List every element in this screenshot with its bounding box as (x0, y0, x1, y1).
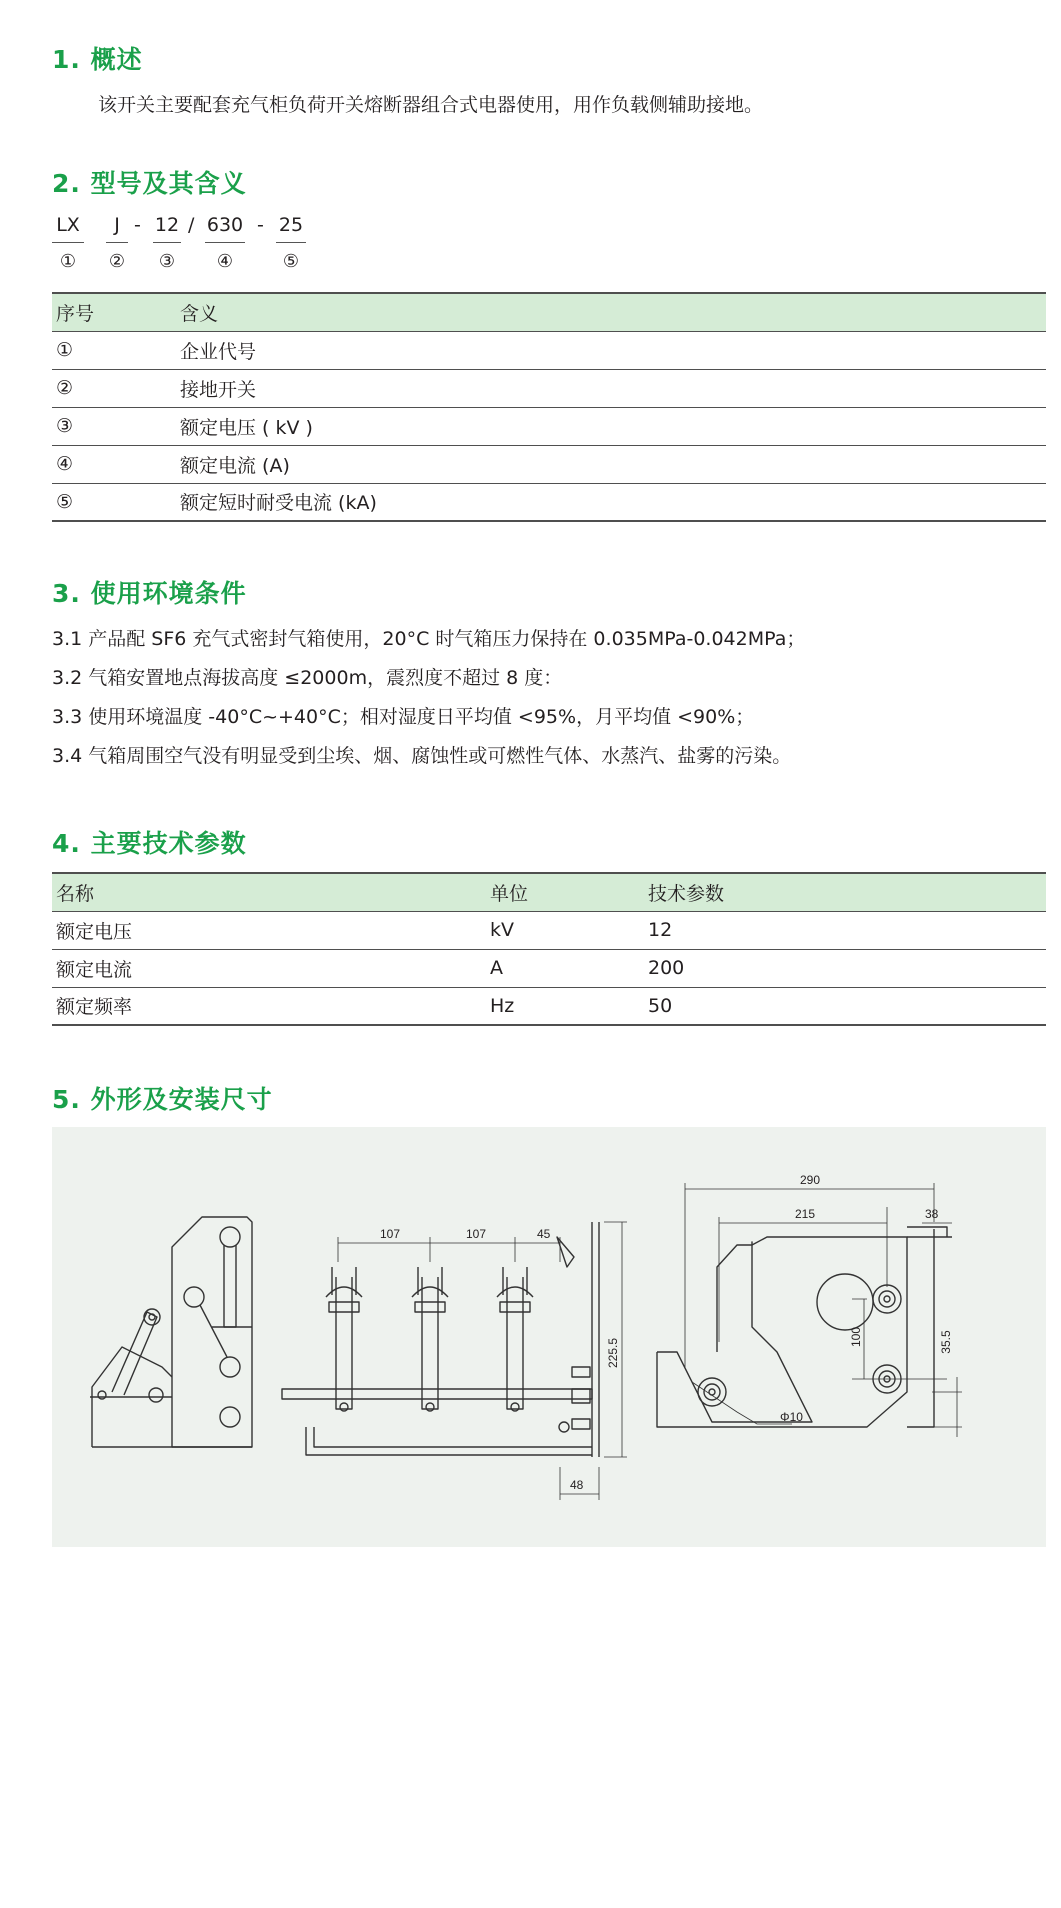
table-row (52, 331, 1046, 369)
model-num: ③ (158, 251, 176, 272)
table-cell: ③ (52, 407, 176, 445)
model-underline (276, 242, 306, 243)
dimension-labels (380, 1173, 953, 1492)
section2-title: 2. 型号及其含义 (52, 169, 247, 198)
table-cell: 额定电压 ( kV ) (176, 407, 1046, 445)
bracket-view-drawing (657, 1227, 952, 1427)
section5-title: 5. 外形及安装尺寸 (52, 1085, 273, 1114)
table-cell: ⑤ (52, 483, 176, 521)
table-cell: 额定电压 (52, 911, 486, 949)
front-view-drawing (282, 1222, 599, 1457)
table-header-cell: 含义 (176, 293, 1046, 331)
model-code-breakdown (52, 212, 372, 272)
model-code: 12 (154, 214, 180, 236)
table-cell: A (486, 949, 644, 987)
table-header-cell: 技术参数 (644, 873, 1046, 911)
model-code: LX (56, 214, 80, 236)
table-header-row (52, 293, 1046, 331)
model-part-1 (52, 212, 84, 273)
dimension-drawing-panel (52, 1127, 1046, 1547)
model-separator: - (134, 214, 141, 236)
table-cell: ② (52, 369, 176, 407)
model-code: J (114, 214, 120, 236)
model-num: ① (59, 251, 77, 272)
table-row (52, 949, 1046, 987)
table-cell: 额定电流 (A) (176, 445, 1046, 483)
table-header-cell: 序号 (52, 293, 176, 331)
model-num: ② (108, 251, 126, 272)
model-underline (52, 242, 84, 243)
table-cell: 额定短时耐受电流 (kA) (176, 483, 1046, 521)
dim-label: 107 (466, 1227, 487, 1241)
dim-label: 225.5 (606, 1337, 620, 1369)
table-row (52, 987, 1046, 1025)
table-cell: 额定频率 (52, 987, 486, 1025)
table-cell: ④ (52, 445, 176, 483)
model-meaning-table (52, 292, 1046, 522)
table-cell: 企业代号 (176, 331, 1046, 369)
dimension-drawing (52, 1127, 1046, 1547)
dim-label: 215 (795, 1207, 816, 1221)
model-underline (106, 242, 128, 243)
section1-title: 1. 概述 (52, 45, 143, 74)
dim-label: 107 (380, 1227, 401, 1241)
tech-params-table (52, 872, 1046, 1026)
table-header-cell: 名称 (52, 873, 486, 911)
side-view-drawing (90, 1217, 252, 1447)
condition-item-1: 3.1 产品配 SF6 充气式密封气箱使用，20°C 时气箱压力保持在 0.035MPa-0.042MPa； (52, 628, 806, 650)
model-separator: / (188, 214, 195, 236)
model-part-2 (106, 212, 128, 273)
dimension-lines (338, 1183, 962, 1500)
section4-title: 4. 主要技术参数 (52, 829, 247, 858)
model-part-5 (276, 212, 306, 273)
condition-item-2: 3.2 气箱安置地点海拔高度 ≤2000m，震烈度不超过 8 度： (52, 667, 563, 689)
table-cell: Hz (486, 987, 644, 1025)
section3-title: 3. 使用环境条件 (52, 579, 247, 608)
model-code: 630 (206, 214, 244, 236)
table-cell: 接地开关 (176, 369, 1046, 407)
model-underline (153, 242, 181, 243)
model-part-4 (205, 212, 245, 273)
table-cell: ① (52, 331, 176, 369)
table-row (52, 911, 1046, 949)
table-cell: 12 (644, 911, 1046, 949)
dim-label: 290 (800, 1173, 821, 1187)
table-row (52, 407, 1046, 445)
table-row (52, 483, 1046, 521)
table-row (52, 445, 1046, 483)
table-cell: kV (486, 911, 644, 949)
model-code: 25 (278, 214, 304, 236)
table-cell: 额定电流 (52, 949, 486, 987)
model-num: ④ (216, 251, 234, 272)
dim-label: Φ10 (780, 1410, 803, 1424)
table-header-row (52, 873, 1046, 911)
model-separator: - (257, 214, 264, 236)
table-cell: 200 (644, 949, 1046, 987)
model-underline (205, 242, 245, 243)
dim-label: 38 (925, 1207, 939, 1221)
condition-item-4: 3.4 气箱周围空气没有明显受到尘埃、烟、腐蚀性或可燃性气体、水蒸汽、盐雾的污染。 (52, 745, 792, 767)
condition-item-3: 3.3 使用环境温度 -40°C~+40°C；相对湿度日平均值 <95%，月平均值 <90%； (52, 706, 755, 728)
model-part-3 (153, 212, 181, 273)
model-num: ⑤ (282, 251, 300, 272)
table-cell: 50 (644, 987, 1046, 1025)
dim-label: 48 (570, 1478, 584, 1492)
dim-label: 100 (849, 1326, 863, 1348)
dim-label: 35.5 (939, 1330, 953, 1354)
dim-label: 45 (537, 1227, 551, 1241)
section1-text: 该开关主要配套充气柜负荷开关熔断器组合式电器使用，用作负载侧辅助接地。 (98, 94, 764, 116)
table-header-cell: 单位 (486, 873, 644, 911)
table-row (52, 369, 1046, 407)
